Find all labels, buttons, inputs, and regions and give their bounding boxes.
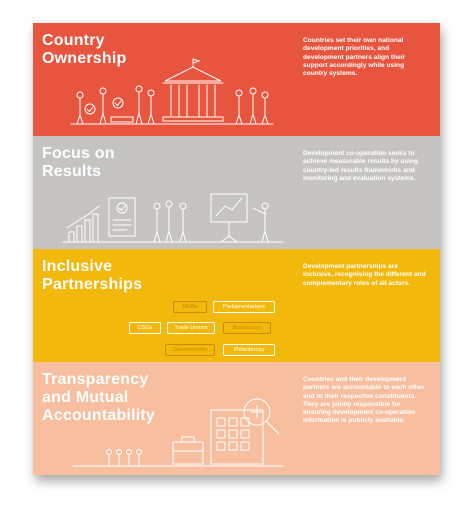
actor-tag: CSOs xyxy=(129,322,161,334)
actor-tag: Governments xyxy=(165,344,215,356)
people-icon xyxy=(154,201,186,242)
actor-tag: Businesses xyxy=(223,322,271,334)
government-building-icon xyxy=(163,59,223,121)
people-icon xyxy=(253,203,268,242)
panel-inclusive-partnerships xyxy=(33,249,440,362)
principles-poster xyxy=(33,23,440,475)
actor-tag: MDBs xyxy=(173,301,207,313)
panel-transparency-accountability xyxy=(33,362,440,475)
checkmark-icon xyxy=(85,98,123,114)
panel-focus-on-results xyxy=(33,136,440,249)
people-icon xyxy=(107,450,142,467)
panel-description: Countries and their development partners are accountable to each other and to their respective constituents. They are jointly responsible for ensuring development co-operation information is publicly available. xyxy=(303,376,425,425)
panel-title: Transparency and Mutual Accountability xyxy=(42,371,156,424)
panel-country-ownership xyxy=(33,23,440,136)
people-icon xyxy=(77,86,154,124)
checklist-icon xyxy=(109,198,135,236)
magnifying-glass-icon xyxy=(244,399,279,434)
bar-chart-icon xyxy=(67,206,99,242)
people-icon xyxy=(236,88,268,124)
actor-tag: Philanthropy xyxy=(223,344,275,356)
presentation-board-icon xyxy=(211,194,247,242)
panel-description: Development co-operation seeks to achieve measurable results by using country-led results frameworks and monitoring and evaluation systems. xyxy=(303,150,419,182)
briefcase-icon xyxy=(173,437,203,464)
panel-description: Countries set their own national development priorities, and development partners align their support accordingly while using country systems. xyxy=(303,37,406,78)
actor-tag: Trade Unions xyxy=(167,322,215,334)
panel-title: Country Ownership xyxy=(42,32,127,67)
panel-title: Focus on Results xyxy=(42,145,115,180)
actor-tag: Parliamentarians xyxy=(213,301,275,313)
panel-title: Inclusive Partnerships xyxy=(42,258,143,293)
panel-description: Development partnerships are inclusive, recognising the different and complementary roles of all actors. xyxy=(303,263,426,287)
